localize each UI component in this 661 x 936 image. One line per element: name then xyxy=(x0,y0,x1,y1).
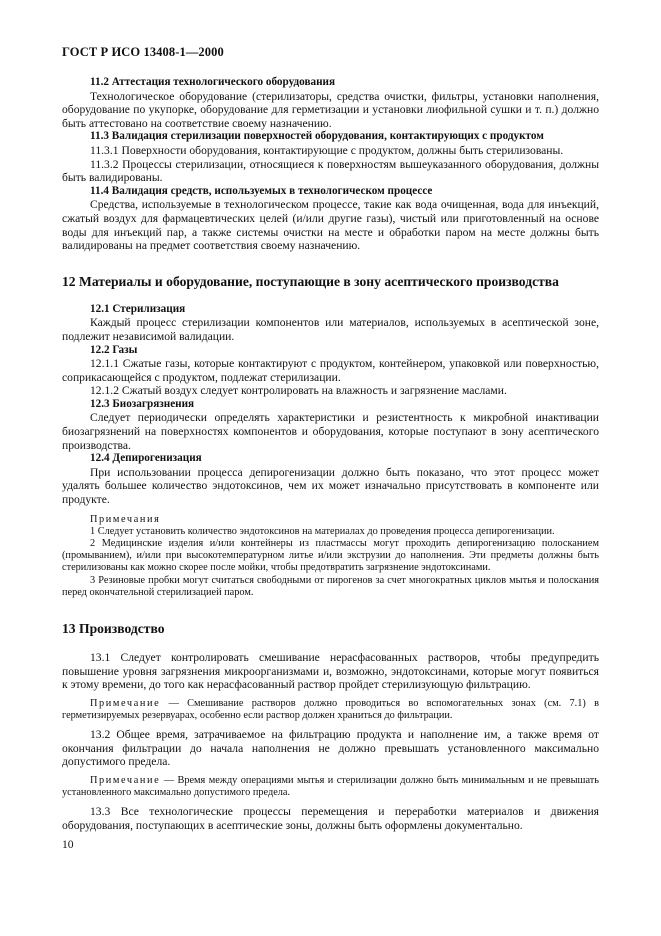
note-label: Примечание xyxy=(90,697,161,709)
section-12-2-title: 12.2 Газы xyxy=(90,343,138,356)
section-11-2-title: 11.2 Аттестация технологического оборудования xyxy=(90,76,336,88)
document-body xyxy=(62,76,599,833)
note-13-1-text: — Смешивание растворов должно проводиться во вспомогательных зонах (см. 7.1) в герметизируемых резервуарах, особенно если раствор должен храниться до фильтрации. xyxy=(62,697,599,722)
section-12-title: 12 Материалы и оборудование, поступающие в зону асептического производства xyxy=(62,273,559,289)
section-11-3-2: 11.3.2 Процессы стерилизации, относящиеся к поверхностям вышеуказанного оборудования, должны быть валидированы. xyxy=(62,157,599,185)
note-label: Примечание xyxy=(90,775,161,787)
note-3: 3 Резиновые пробки могут считаться свободными от пирогенов за счет многократных циклов мытья и полоскания перед окончательной стерилизацией паром. xyxy=(62,574,599,598)
section-11-4-title: 11.4 Валидация средств, используемых в технологическом процессе xyxy=(90,184,433,197)
note-13-2-text: — Время между операциями мытья и стерилизации должно быть минимальным и не превышать установленного максимально допустимого предела. xyxy=(62,775,599,799)
section-12-2-1: 12.1.1 Сжатые газы, которые контактируют с продуктом, контейнером, упаковкой или поверхностью, соприкасающейся с продуктом, подлежат стерилизации. xyxy=(62,357,599,384)
section-11-3-1: 11.3.1 Поверхности оборудования, контактирующие с продуктом, должны быть стерилизованы. xyxy=(90,143,564,157)
section-12-4-text: При использовании процесса депирогенизации должно быть показано, что этот процесс может удалять большее количество эндотоксинов, чем их может изначально присутствовать в компоненте или продукте. xyxy=(62,465,599,507)
notes-label: Примечания xyxy=(90,513,161,525)
section-13-1: 13.1 Следует контролировать смешивание нерасфасованных растворов, чтобы предупредить повышение уровня загрязнения микроорганизмами и, возможно, эндотоксинами, которые могут появиться к этому времени, до того как нерасфасованный раствор пройдет стерилизующую фильтрацию. xyxy=(62,651,599,692)
note-1: 1 Следует установить количество эндотоксинов на материалах до проведения процесса депирогенизации. xyxy=(90,525,555,537)
section-13-2: 13.2 Общее время, затрачиваемое на фильтрацию продукта и наполнение им, а также время от окончания фильтрации до начала наполнения не должно превышать установленного максимально допустимого предела. xyxy=(62,728,599,769)
note-2: 2 Медицинские изделия и/или контейнеры из пластмассы могут проходить депирогенизацию полосканием (промыванием), и/или при высокотемпературном литье и/или экструзии до наполнения. Эти предметы должны быть стерилизованы как можно скорее после мойки, чтобы предотвратить загрязнение эндотоксинами. xyxy=(62,538,599,574)
section-11-3-title: 11.3 Валидация стерилизации поверхностей оборудования, контактирующих с продуктом xyxy=(90,130,544,143)
page-number: 10 xyxy=(62,838,74,851)
section-12-3-text: Следует периодически определять характеристики и резистентность к микробной инактивации биозагрязнений на поверхностях компонентов и оборудования, которые поступают в зону асептического производства. xyxy=(62,411,599,452)
section-11-2-text: Технологическое оборудование (стерилизаторы, средства очистки, фильтры, установки наполнения, оборудование по укупорке, оборудование для герметизации и установки лиофильной сушки и т. п.) должно быть аттестовано на соответствие своему назначению. xyxy=(62,89,599,130)
section-12-4-title: 12.4 Депирогенизация xyxy=(90,452,202,465)
section-12-1-text: Каждый процесс стерилизации компонентов или материалов, используемых в асептической зоне, подлежит независимой валидации. xyxy=(62,316,599,343)
document-header: ГОСТ Р ИСО 13408-1—2000 xyxy=(62,45,224,59)
section-12-3-title: 12.3 Биозагрязнения xyxy=(90,397,195,410)
section-12-1-title: 12.1 Стерилизация xyxy=(90,302,186,315)
note-13-1 xyxy=(62,698,599,722)
section-11-4-text: Средства, используемые в технологическом процессе, такие как вода очищенная, вода для инъекций, сжатый воздух для фармацевтических целей (и/или другие газы), чистый или приготовленный на основе воды для инъекций пар, а также системы очистки на месте и обработки паром на месте должны быть валидированы на предмет соответствия своему назначению. xyxy=(62,198,599,253)
section-13-3: 13.3 Все технологические процессы перемещения и переработки материалов и движения оборудования, поступающих в асептические зоны, должны быть оформлены документально. xyxy=(62,805,599,833)
note-13-2 xyxy=(62,775,599,799)
section-13-title: 13 Производство xyxy=(62,621,165,637)
section-12-2-2: 12.1.2 Сжатый воздух следует контролировать на влажность и загрязнение маслами. xyxy=(90,384,507,398)
